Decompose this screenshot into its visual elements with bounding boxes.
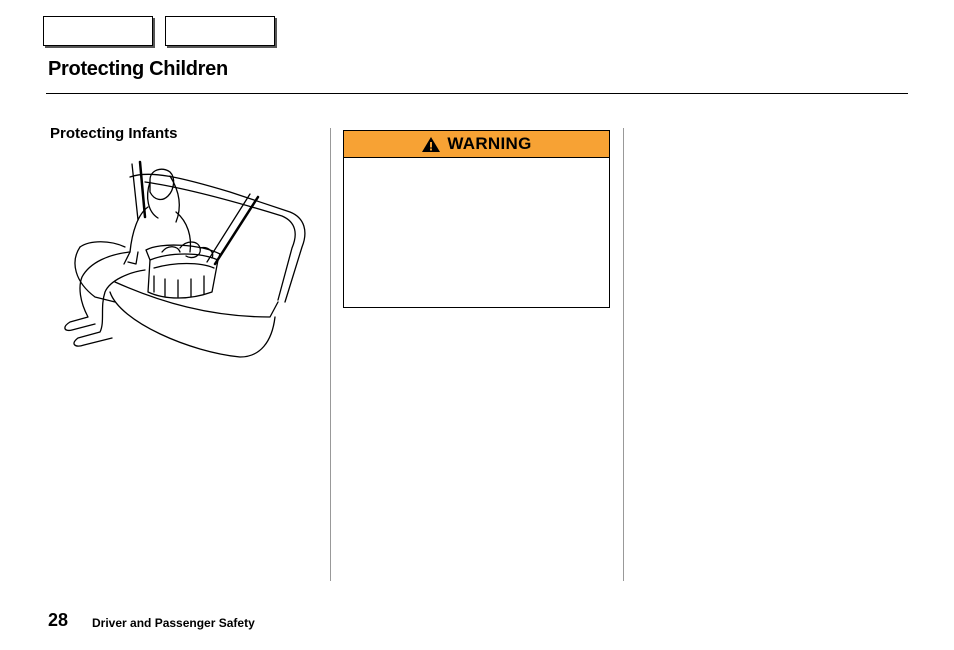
page-number: 28 xyxy=(48,610,69,630)
warning-box xyxy=(343,130,610,308)
previous-page-button[interactable] xyxy=(43,16,153,46)
infant-seat-illustration xyxy=(50,152,320,367)
page-title: Protecting Children xyxy=(48,58,228,80)
section-heading: Protecting Infants xyxy=(50,125,178,142)
title-divider xyxy=(46,93,908,94)
warning-triangle-icon xyxy=(421,136,441,153)
footer-section-name: Driver and Passenger Safety xyxy=(92,616,255,630)
warning-label: WARNING xyxy=(447,134,532,153)
column-divider-left xyxy=(330,128,331,581)
column-divider-right xyxy=(623,128,624,581)
next-page-button[interactable] xyxy=(165,16,275,46)
warning-header xyxy=(344,131,609,158)
